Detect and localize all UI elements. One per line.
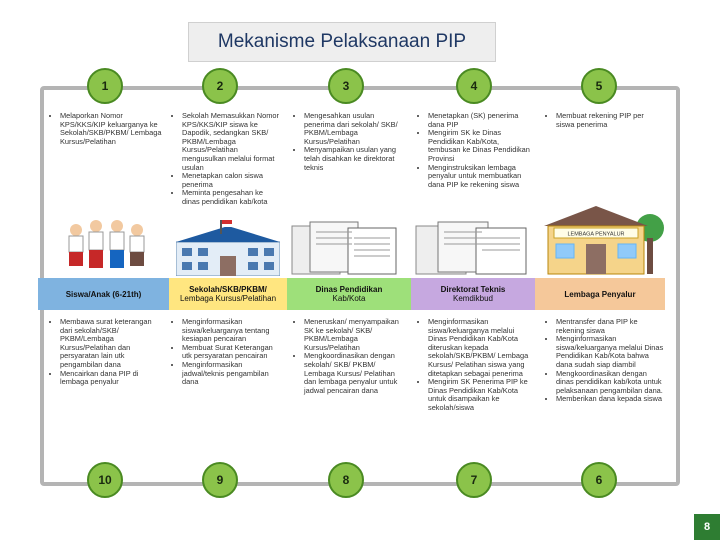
students-illustration [62,212,152,276]
step-text: • Mengkoordinasikan dengan sekolah/ SKB/ PKBM/ Lembaga Kursus/ Pelatihan dan lembaga penyalur untuk jadwal pencairan dana [304,352,406,395]
step-text: • Menginformasikan jadwal/teknis pengambilan dana [182,361,282,387]
band-label: Lembaga Penyalur [564,289,636,299]
step-text: • Mengirim SK ke Dinas Pendidikan Kab/Kota, tembusan ke Dinas Pendidikan Provinsi [428,129,530,163]
step-text: • Memberikan dana kepada siswa [556,395,664,404]
step-text: • Menginformasikan siswa/keluarganya melalui Dinas Pendidikan Kab/Kota diteruskan kepada sekolah/SKB/PKBM/ Lembaga Kursus/ Pelatihan siswa yang ditetapkan sebagai penerima [428,318,534,378]
documents-illustration-dirtek [414,220,530,276]
student-figure [110,220,124,268]
student-figure [89,220,103,268]
step-text: • Menginformasikan siswa/keluarganya melalui Dinas Pendidikan Kab/Kota bahwa dana sudah siap diambil [556,335,664,369]
step-text: • Menyampaikan usulan yang telah disahkan ke direktorat teknis [304,146,404,172]
step-circle-4: 4 [456,68,492,104]
band-label: Siswa/Anak (6-21th) [65,289,142,299]
page-number-badge: 8 [694,514,720,540]
step-text: • Membuat rekening PIP per siswa penerima [556,112,664,129]
steps-col-5-bottom [546,318,664,404]
steps-col-4-bottom [418,318,534,413]
step-text: • Sekolah Memasukkan Nomor KPS/KKS/KIP siswa ke Dapodik, sedangkan SKB/ PKBM/Lembaga Kursus/Pelatihan mengusulkan melalui format usulan [182,112,282,172]
step-circle-7: 7 [456,462,492,498]
band-sublabel: Lembaga Kursus/Pelatihan [179,294,277,303]
band-dirtek [411,278,535,310]
step-text: • Menginformasikan siswa/keluarganya tentang kesiapan pencairan [182,318,282,344]
steps-col-2-bottom [172,318,282,387]
step-text: • Mentransfer dana PIP ke rekening siswa [556,318,664,335]
student-figure [130,224,144,266]
step-circle-8: 8 [328,462,364,498]
school-building-illustration [176,220,280,276]
steps-col-1-top [50,112,162,146]
step-circle-2: 2 [202,68,238,104]
step-text: • Membuat Surat Keterangan utk persyaratan pencairan [182,344,282,361]
band-dinas [287,278,411,310]
step-text: • Menetapkan calon siswa penerima [182,172,282,189]
bank-illustration [540,198,664,276]
band-label: Sekolah/SKB/PKBM/ [189,285,267,294]
step-text: • Menetapkan (SK) penerima dana PIP [428,112,530,129]
step-circle-5: 5 [581,68,617,104]
band-penyalur [535,278,665,310]
step-circle-9: 9 [202,462,238,498]
step-circle-3: 3 [328,68,364,104]
steps-col-1-bottom [50,318,162,387]
step-circle-1: 1 [87,68,123,104]
step-text: • Meneruskan/ menyampaikan SK ke sekolah/ SKB/ PKBM/Lembaga Kursus/Pelatihan [304,318,406,352]
band-sublabel: Kemdikbud [452,294,494,303]
steps-col-2-top [172,112,282,207]
steps-col-4-top [418,112,530,189]
band-label: Direktorat Teknis [440,285,506,294]
band-siswa [38,278,169,310]
step-text: • Melaporkan Nomor KPS/KKS/KIP keluarganya ke Sekolah/SKB/PKBM/ Lembaga Kursus/Pelatihan [60,112,162,146]
step-text: • Mengirim SK Penerima PIP ke Dinas Pendidikan Kab/Kota untuk disampaikan ke sekolah/siswa [428,378,534,412]
steps-col-3-top [294,112,404,172]
step-text: • Membawa surat keterangan dari sekolah/SKB/ PKBM/Lembaga Kursus/Pelatihan dan persyaratan lain utk pengambilan dana [60,318,162,370]
bank-sign-text: LEMBAGA PENYALUR [567,231,625,238]
step-text: • Mencairkan dana PIP di lembaga penyalur [60,370,162,387]
band-sekolah [169,278,287,310]
steps-col-5-top [546,112,664,129]
documents-illustration-dinas [290,220,400,276]
step-text: • Mengkoordinasikan dengan dinas pendidikan kab/kota untuk pelaksanaan pengambilan dana. [556,370,664,396]
page-title: Mekanisme Pelaksanaan PIP [188,22,496,62]
steps-col-3-bottom [294,318,406,395]
band-label: Dinas Pendidikan [315,285,383,294]
step-text: • Meminta pengesahan ke dinas pendidikan kab/kota [182,189,282,206]
step-text: • Mengesahkan usulan penerima dari sekolah/ SKB/ PKBM/Lembaga Kursus/Pelatihan [304,112,404,146]
band-sublabel: Kab/Kota [332,294,366,303]
step-text: • Menginstruksikan lembaga penyalur untuk membuatkan dana PIP ke rekening siswa [428,164,530,190]
step-circle-10: 10 [87,462,123,498]
step-circle-6: 6 [581,462,617,498]
student-figure [69,224,83,266]
